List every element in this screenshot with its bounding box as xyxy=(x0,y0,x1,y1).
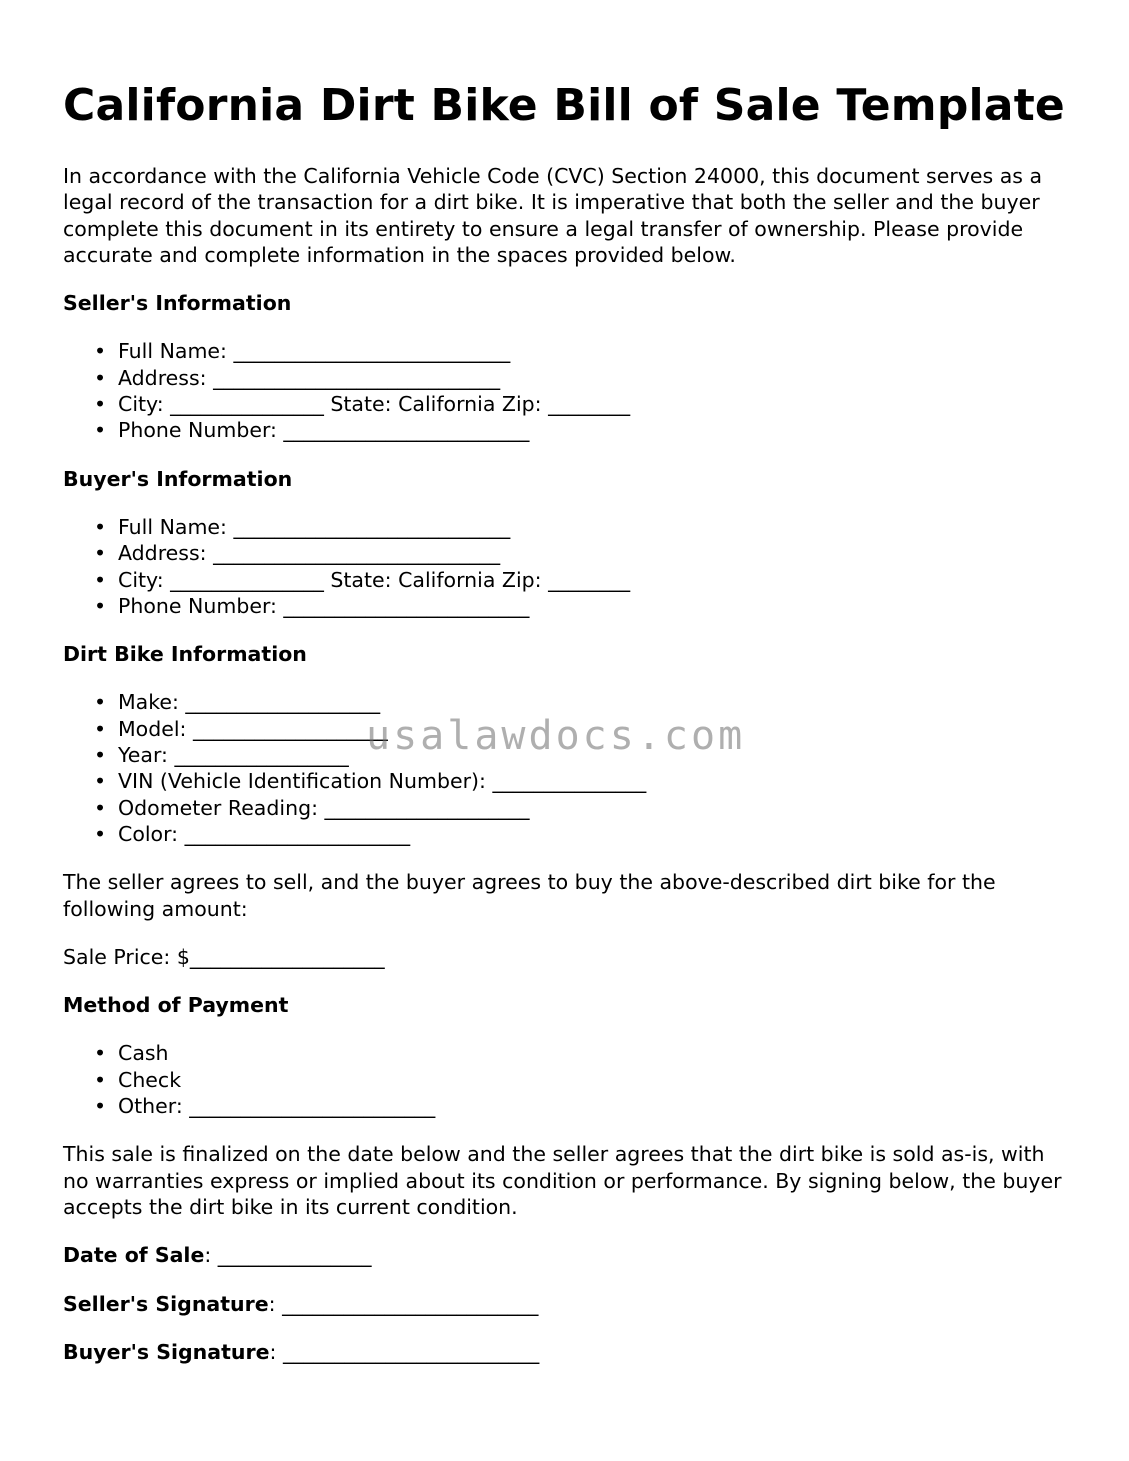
agreement-paragraph: The seller agrees to sell, and the buyer agrees to buy the above-described dirt bike for the following amount: xyxy=(63,870,996,921)
buyer-phone: Phone Number: ________________________ xyxy=(118,593,530,618)
buyer-heading: Buyer's Information xyxy=(63,466,293,491)
list-item: • Cash xyxy=(94,1041,169,1066)
seller-full-name: Full Name: ___________________________ xyxy=(118,339,511,364)
payment-list xyxy=(63,1040,1073,1119)
bike-list xyxy=(63,689,1073,847)
sale-price: Sale Price: $___________________ xyxy=(63,944,385,969)
list-item: • Address: ____________________________ xyxy=(94,541,501,566)
list-item: • Odometer Reading: ____________________ xyxy=(94,795,530,820)
buyer-signature-line: : _________________________ xyxy=(269,1339,540,1364)
document-page xyxy=(63,78,1073,1387)
list-item: • Full Name: ___________________________ xyxy=(94,339,511,364)
seller-list xyxy=(63,338,1073,443)
final-note-paragraph: This sale is finalized on the date below and the seller agrees that the dirt bike is sold as-is, with no warranties express or implied about its condition or performance. By signing below, the buyer accepts the dirt bike in its current condition. xyxy=(63,1142,1062,1219)
list-item: • Model: ___________________ xyxy=(94,716,388,741)
date-of-sale-label: Date of Sale xyxy=(63,1243,205,1268)
payment-check: Check xyxy=(118,1067,182,1092)
seller-phone: Phone Number: ________________________ xyxy=(118,418,530,443)
page-title: California Dirt Bike Bill of Sale Template xyxy=(63,80,1065,131)
buyer-city-state-zip: City: _______________ State: California Zip: ________ xyxy=(118,567,631,592)
seller-address: Address: ____________________________ xyxy=(118,365,501,390)
date-of-sale-line: : _______________ xyxy=(204,1243,372,1268)
bike-heading: Dirt Bike Information xyxy=(63,642,307,667)
list-item: • City: _______________ State: California Zip: ________ xyxy=(94,567,631,592)
buyer-signature xyxy=(63,1339,1073,1365)
bike-color: Color: ______________________ xyxy=(118,821,411,846)
list-item: • Year: _________________ xyxy=(94,743,349,768)
payment-heading: Method of Payment xyxy=(63,993,289,1018)
bike-odometer: Odometer Reading: ____________________ xyxy=(118,795,530,820)
list-item: • City: _______________ State: California Zip: ________ xyxy=(94,392,631,417)
signature-block xyxy=(63,1242,1073,1365)
buyer-address: Address: ____________________________ xyxy=(118,541,501,566)
list-item: • Phone Number: ________________________ xyxy=(94,418,530,443)
buyer-signature-label: Buyer's Signature xyxy=(63,1339,270,1364)
bike-vin: VIN (Vehicle Identification Number): _______________ xyxy=(118,769,647,794)
intro-paragraph: In accordance with the California Vehicle Code (CVC) Section 24000, this document serves as a legal record of the transaction for a dirt bike. It is imperative that both the seller and the buyer complete this document in its entirety to ensure a legal transfer of ownership. Please provide accurate and complete information in the spaces provided below. xyxy=(63,164,1043,267)
list-item: • Check xyxy=(94,1067,182,1092)
buyer-list xyxy=(63,514,1073,619)
list-item: • Make: ___________________ xyxy=(94,690,381,715)
payment-other: Other: ________________________ xyxy=(118,1094,436,1119)
list-item: • Color: ______________________ xyxy=(94,821,411,846)
payment-cash: Cash xyxy=(118,1041,169,1066)
seller-heading: Seller's Information xyxy=(63,291,292,316)
buyer-full-name: Full Name: ___________________________ xyxy=(118,514,511,539)
list-item: • Address: ____________________________ xyxy=(94,365,501,390)
seller-city-state-zip: City: _______________ State: California Zip: ________ xyxy=(118,392,631,417)
list-item: • Other: ________________________ xyxy=(94,1094,436,1119)
list-item: • Phone Number: ________________________ xyxy=(94,593,530,618)
list-item: • Full Name: ___________________________ xyxy=(94,514,511,539)
seller-signature xyxy=(63,1291,1073,1317)
bike-model: Model: ___________________ xyxy=(118,716,388,741)
date-of-sale xyxy=(63,1242,1073,1268)
list-item: • VIN (Vehicle Identification Number): _______________ xyxy=(94,769,647,794)
watermark: usalawdocs.com xyxy=(366,713,746,759)
bike-year: Year: _________________ xyxy=(118,743,349,768)
seller-signature-label: Seller's Signature xyxy=(63,1291,269,1316)
bike-make: Make: ___________________ xyxy=(118,690,381,715)
seller-signature-line: : _________________________ xyxy=(268,1291,539,1316)
